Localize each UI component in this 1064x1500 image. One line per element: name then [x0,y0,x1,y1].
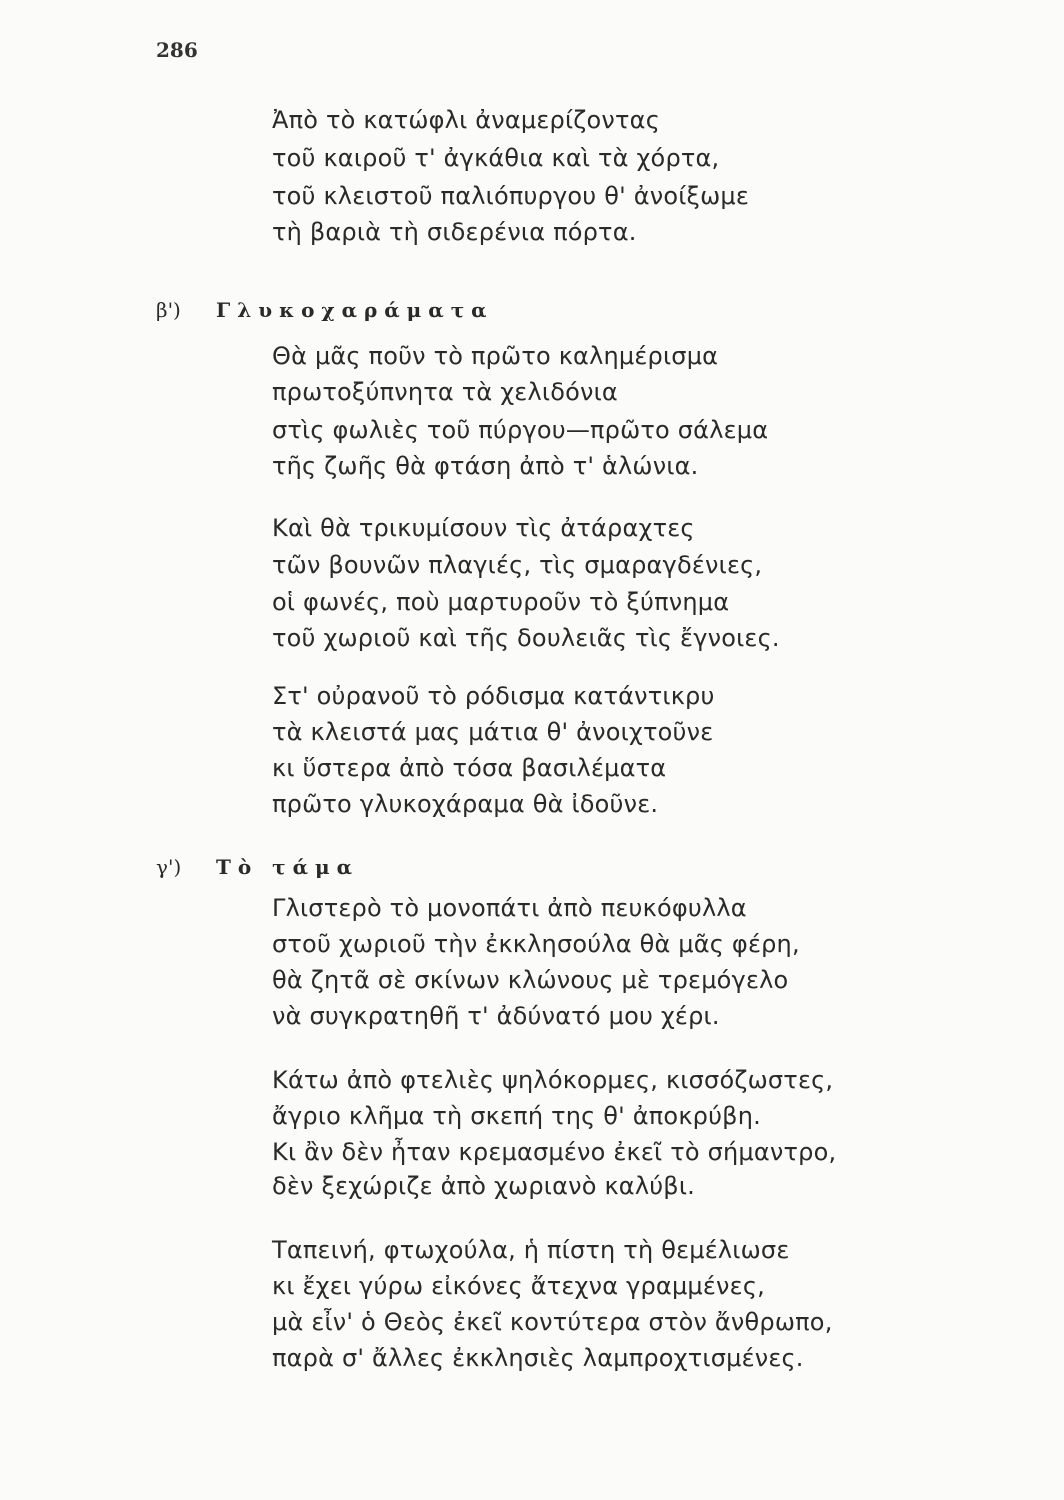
section-marker-c: γ') [156,855,182,879]
section-title-b: Γλυκοχαράματα [216,298,494,322]
poem-line: τοῦ χωριοῦ καὶ τῆς δουλειᾶς τὶς ἔγνοιες. [272,624,780,652]
poem-line: κι ἔχει γύρω εἰκόνες ἄτεχνα γραμμένες, [272,1272,765,1300]
poem-line: οἱ φωνές, ποὺ μαρτυροῦν τὸ ξύπνημα [272,588,730,616]
poem-line: δὲν ξεχώριζε ἀπὸ χωριανὸ καλύβι. [272,1172,695,1200]
poem-line: Καὶ θὰ τρικυμίσουν τὶς ἀτάραχτες [272,514,695,542]
poem-line: πρῶτο γλυκοχάραμα θὰ ἰδοῦνε. [272,790,659,818]
poem-line: στὶς φωλιὲς τοῦ πύργου—πρῶτο σάλεμα [272,416,769,444]
poem-line: Κάτω ἀπὸ φτελιὲς ψηλόκορμες, κισσόζωστες, [272,1066,834,1094]
poem-line: τὴ βαριὰ τὴ σιδερένια πόρτα. [272,218,637,246]
poem-line: Θὰ μᾶς ποῦν τὸ πρῶτο καλημέρισμα [272,342,719,370]
poem-line: ἄγριο κλῆμα τὴ σκεπή της θ' ἀποκρύβη. [272,1102,761,1130]
poem-line: παρὰ σ' ἄλλες ἐκκλησιὲς λαμπροχτισμένες. [272,1344,804,1372]
poem-line: μὰ εἶν' ὁ Θεὸς ἐκεῖ κοντύτερα στὸν ἄνθρωπο, [272,1308,833,1336]
section-title-c: Τὸ τάμα [216,855,360,879]
poem-line: τὰ κλειστά μας μάτια θ' ἀνοιχτοῦνε [272,718,714,746]
poem-line: τοῦ κλειστοῦ παλιόπυργου θ' ἀνοίξωμε [272,182,750,210]
section-marker-b: β') [156,298,181,322]
poem-line: Ἀπὸ τὸ κατώφλι ἀναμερίζοντας [272,106,660,134]
poem-line: Στ' οὐρανοῦ τὸ ρόδισμα κατάντικρυ [272,682,715,710]
poem-line: νὰ συγκρατηθῆ τ' ἀδύνατό μου χέρι. [272,1002,720,1030]
poem-line: Κι ἂν δὲν ἦταν κρεμασμένο ἐκεῖ τὸ σήμαντρο, [272,1138,837,1166]
poem-line: πρωτοξύπνητα τὰ χελιδόνια [272,378,618,406]
poem-line: στοῦ χωριοῦ τὴν ἐκκλησούλα θὰ μᾶς φέρη, [272,930,800,958]
poem-line: θὰ ζητᾶ σὲ σκίνων κλώνους μὲ τρεμόγελο [272,966,789,994]
page-number: 286 [156,38,198,62]
poem-line: τῆς ζωῆς θὰ φτάση ἀπὸ τ' ἁλώνια. [272,452,699,480]
poem-line: κι ὕστερα ἀπὸ τόσα βασιλέματα [272,754,667,782]
poem-line: Ταπεινή, φτωχούλα, ἡ πίστη τὴ θεμέλιωσε [272,1236,790,1264]
poem-line: Γλιστερὸ τὸ μονοπάτι ἀπὸ πευκόφυλλα [272,894,747,922]
poem-line: τῶν βουνῶν πλαγιές, τὶς σμαραγδένιες, [272,551,763,579]
poem-line: τοῦ καιροῦ τ' ἀγκάθια καὶ τὰ χόρτα, [272,144,720,172]
